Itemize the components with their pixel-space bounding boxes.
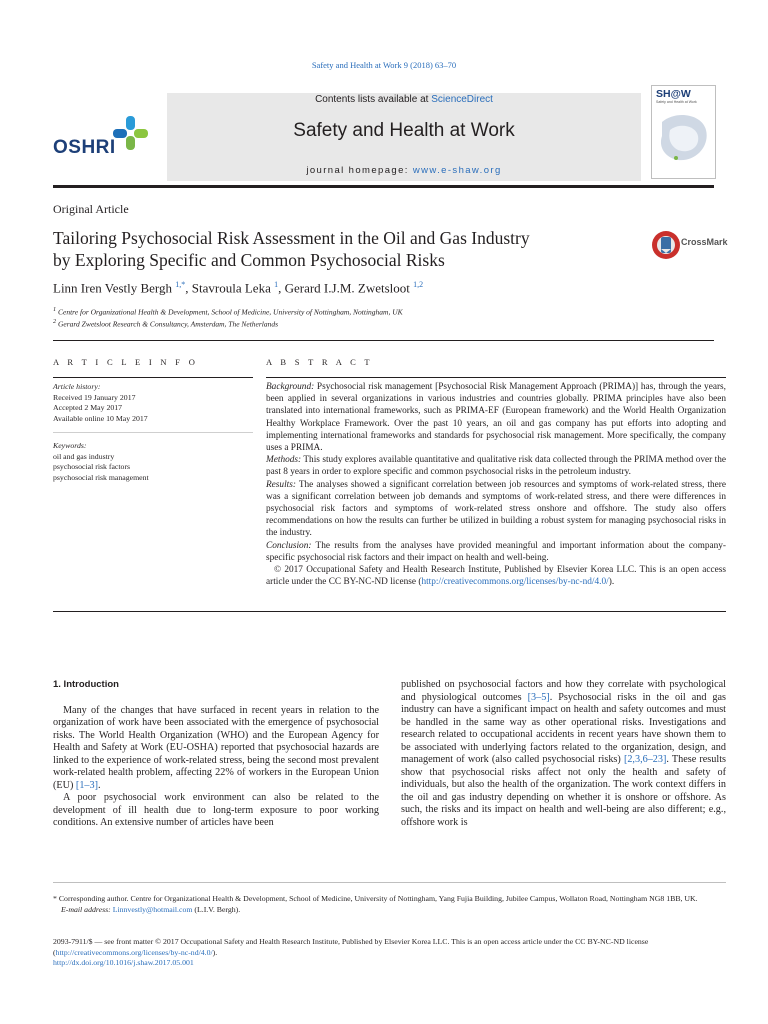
abstract-heading: A B S T R A C T [266, 357, 373, 367]
body-text: published on psychosocial factors and how they correlate with psychological and physiological outcomes [401, 679, 726, 703]
abstract-label: Results: [266, 479, 296, 490]
affiliation-text: Gerard Zwetsloot Research & Consultancy, Amsterdam, The Netherlands [58, 319, 279, 329]
body-column-right [401, 679, 726, 830]
footnote-rule [53, 882, 726, 883]
rights-text-end: ). [212, 947, 218, 957]
license-link[interactable]: http://creativecommons.org/licenses/by-nc-nd/4.0/ [421, 577, 609, 588]
abstract-text: Psychosocial risk management [Psychosocial Risk Management Approach (PRIMA)] has, through the years, been applied in several organizations in various industries and countries globally. PRIMA principles have also been translated into international frameworks, such as PRIMA-EF (European framework) and the World Health Organization Healthy Workplace Framework. Over the past 10 years, an oil and gas company has put efforts into adopting and implementing international frameworks and standards for psychosocial risk management. More specifically, the company uses a PRIMA. [266, 382, 726, 454]
homepage-prefix: journal homepage: [306, 165, 413, 176]
keyword: oil and gas industry [53, 451, 115, 461]
header-rule [53, 185, 714, 188]
affiliation [53, 306, 403, 317]
copyright-end: ). [608, 577, 615, 588]
email-line [53, 904, 726, 915]
abstract-copyright [266, 564, 726, 588]
history-item: Accepted 2 May 2017 [53, 403, 123, 412]
abstract-rule [266, 377, 726, 378]
article-info-divider [53, 432, 253, 433]
article-info-heading: A R T I C L E I N F O [53, 357, 199, 367]
contents-prefix: Contents lists available at [315, 94, 432, 105]
abstract-body [266, 381, 726, 588]
crossmark-icon [650, 229, 682, 261]
body-paragraph [401, 679, 726, 830]
article-title-line-2: by Exploring Specific and Common Psychosocial Risks [53, 250, 445, 270]
email-suffix: (L.I.V. Bergh). [192, 905, 241, 914]
body-text: . [98, 779, 101, 791]
abstract-background [266, 381, 726, 454]
author-list: Linn Iren Vestly Bergh $^{1,*}$, Stavroula Leka $^1$, Gerard I.J.M. Zwetsloot $^{1,2}$ [53, 280, 424, 296]
cover-art-icon [656, 108, 710, 166]
article-info-rule [53, 377, 253, 378]
keywords [53, 441, 253, 483]
abstract-label: Background: [266, 382, 315, 392]
abstract-label: Conclusion: [266, 540, 312, 551]
citation-link[interactable]: [3–5] [527, 691, 550, 703]
abstract-text: The results from the analyses have provided meaningful and important information about the company-specific psychosocial risk factors and their impact on health and well-being. [266, 540, 726, 563]
author-name[interactable]: Gerard I.J.M. Zwetsloot [284, 280, 410, 296]
author-affiliation-marker[interactable]: 1,* [175, 280, 186, 289]
section-rule [53, 340, 714, 341]
author-affiliation-marker[interactable]: 1 [274, 280, 279, 289]
footnote [53, 893, 726, 915]
crossmark-label: CrossMark [681, 237, 728, 247]
email-label: E-mail address: [61, 905, 111, 914]
affiliation-text: Centre for Organizational Health & Development, School of Medicine, University of Nottingham, Nottingham, UK [58, 307, 403, 317]
abstract-text: This study explores available quantitative and qualitative risk data collected through the PRIMA method over the past 8 years in order to explore specific and common psychosocial risks in the petroleum industry. [266, 455, 726, 478]
journal-homepage-line [167, 165, 641, 176]
keywords-label: Keywords: [53, 441, 87, 450]
sciencedirect-link[interactable]: ScienceDirect [431, 94, 493, 105]
abstract-text: The analyses showed a significant correlation between job resources and symptoms of work-related stress, there was a significant correlation between job demands and symptoms of work-related stress, and there were differences in psychosocial risk factors and symptoms of work-related stress onshore and offshore. The study also offers recommendations on how the results can further be utilized in building a robust system for managing psychosocial risks in the industry. [266, 479, 726, 539]
abstract-label: Methods: [266, 455, 302, 466]
journal-title: Safety and Health at Work [293, 120, 515, 141]
journal-cover[interactable] [651, 85, 716, 179]
body-text: Many of the changes that have surfaced in recent years in relation to the organization of work have been associated with the emergence of psychosocial risks. The World Health Organization (WHO) and the European Agency for Health and Safety at Work (EU-OSHA) reported that psychosocial hazards are linked to the experience of work-related stress, being the second most prevalent work-related health problem, affecting 22% of workers in the European Union (EU) [53, 704, 379, 791]
article-title-line-1: Tailoring Psychosocial Risk Assessment in the Oil and Gas Industry [53, 228, 530, 248]
keyword: psychosocial risk management [53, 472, 149, 482]
homepage-link[interactable]: www.e-shaw.org [412, 165, 502, 176]
running-head[interactable]: Safety and Health at Work 9 (2018) 63–70 [311, 60, 457, 70]
history-item: Available online 10 May 2017 [53, 413, 148, 423]
body-paragraph: A poor psychosocial work environment can also be related to the development of ill health due to long-term exposure to poor working conditions. An extensive number of articles have been [53, 792, 379, 829]
body-text: . These results show that psychosocial risks affect not only the health and safety of individuals, but also the health of the organization. The work context differs in the oil and gas industry depending on whether it is onshore or offshore. As such, the risks and its impact on health and well-being are also different; e.g., offshore work is [401, 754, 726, 829]
body-column-left [53, 679, 379, 830]
citation-link[interactable]: [2,3,6–23] [623, 754, 667, 766]
history-item: Received 19 January 2017 [53, 392, 136, 402]
article-title [53, 227, 633, 271]
rights-text: 2093-7911/$ — see front matter © 2017 Occupational Safety and Health Research Institute, Published by Elsevier Korea LLC. This is an open access article under the CC BY-NC-ND license ( [53, 937, 649, 957]
author-affiliation-marker[interactable]: 1,2 [413, 280, 424, 289]
section-heading: 1. Introduction [53, 679, 119, 690]
abstract-conclusion [266, 540, 726, 564]
author-name[interactable]: Stavroula Leka [191, 280, 271, 296]
cover-subtitle: Safety and Health at Work [656, 100, 697, 104]
keyword: psychosocial risk factors [53, 462, 131, 471]
rights-license-link[interactable]: http://creativecommons.org/licenses/by-nc-nd/4.0/ [55, 947, 213, 957]
author-name[interactable]: Linn Iren Vestly Bergh [53, 280, 173, 296]
affiliation [53, 318, 278, 329]
citation-link[interactable]: [1–3] [75, 779, 98, 791]
body-text: . Psychosocial risks in the oil and gas industry can have a significant impact on health and safety outcomes and must be handled in the same way as other operational risks. Investigations and research related to occupational accidents in recent years have shown them to be associated with underlying factors related to the organization, design, and management of work (also called psychosocial risks) [401, 691, 726, 766]
cover-title: SH@W [656, 88, 691, 100]
abstract-methods [266, 454, 726, 478]
contents-line [167, 94, 641, 105]
copyright-text: © 2017 Occupational Safety and Health Research Institute, Published by Elsevier Korea LLC. This is an open access article under the CC BY-NC-ND license ( [266, 565, 726, 588]
article-type: Original Article [53, 202, 129, 216]
email-link[interactable]: Linnvestly@hotmail.com [112, 905, 193, 914]
rights-statement [53, 937, 726, 969]
body-paragraph [53, 705, 379, 793]
oshri-logo-text: OSHRI [53, 137, 116, 158]
abstract-results [266, 479, 726, 540]
rights-line [53, 937, 726, 958]
doi-link[interactable]: http://dx.doi.org/10.1016/j.shaw.2017.05.001 [53, 958, 194, 968]
corresponding-author-note: * Corresponding author. Centre for Organizational Health & Development, School of Medicine, University of Nottingham, Yang Fujia Building, Jubilee Campus, Wollaton Road, Nottingham NG8 1BB, UK. [53, 894, 698, 903]
article-history-label: Article history: [53, 382, 101, 391]
affiliation-number: 1 [53, 306, 57, 313]
affiliation-number: 2 [53, 318, 57, 325]
abstract-end-rule [53, 611, 726, 612]
article-history [53, 382, 253, 424]
